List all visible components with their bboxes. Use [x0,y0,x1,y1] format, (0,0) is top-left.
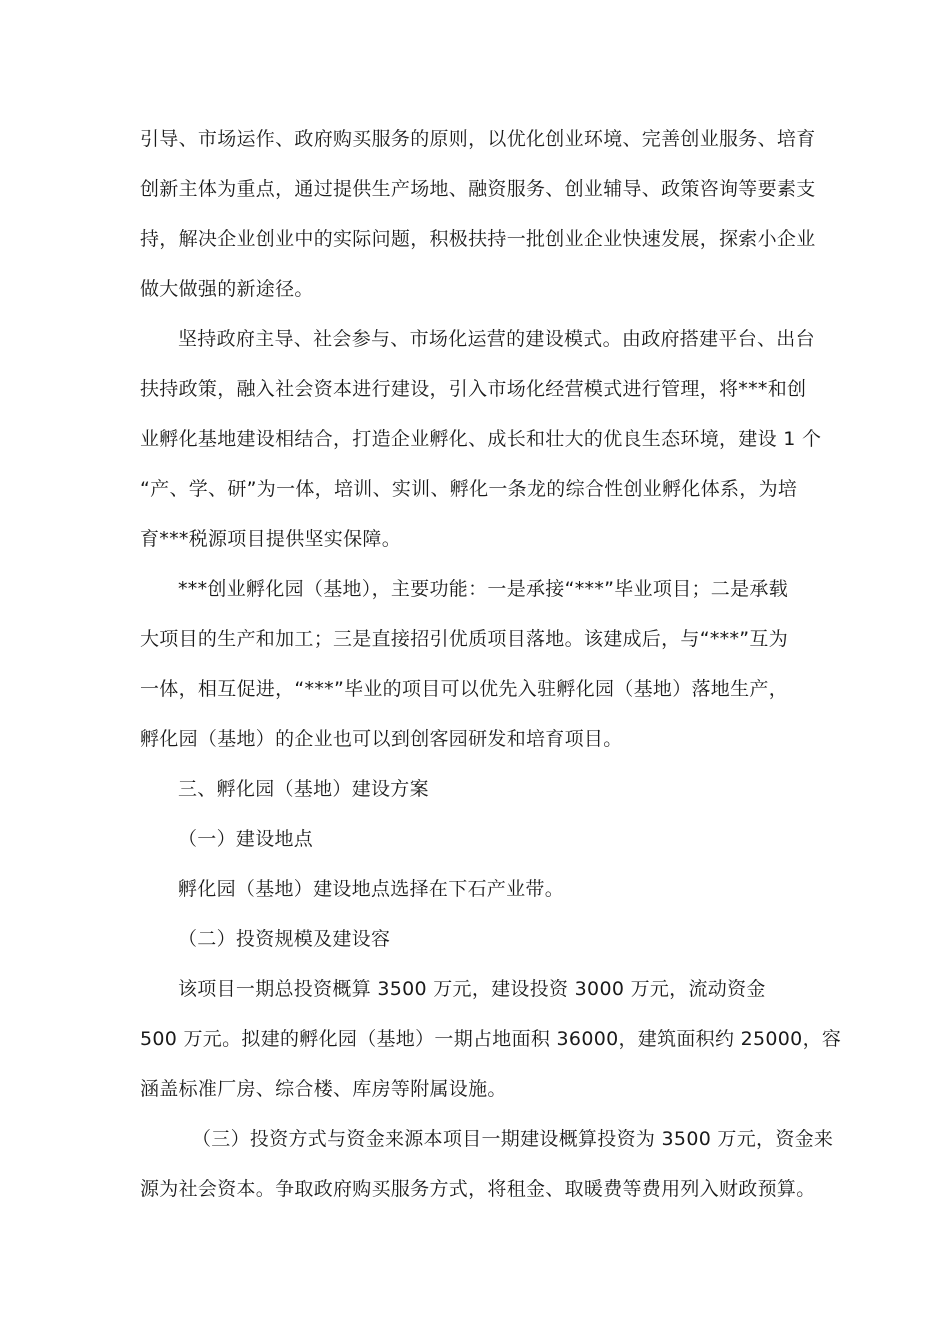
text-line: （三）投资方式与资金来源本项目一期建设概算投资为 3500 万元，资金来 [192,1128,834,1150]
subheading-location [140,814,830,864]
text-line: （二）投资规模及建设容 [178,928,391,950]
text-line: 源为社会资本。争取政府购买服务方式，将租金、取暖费等费用列入财政预算。 [140,1178,816,1200]
text-line: 一体，相互促进，“***”毕业的项目可以优先入驻孵化园（基地）落地生产， [140,678,788,700]
text-line: 持，解决企业创业中的实际问题，积极扶持一批创业企业快速发展，探索小企业 [140,228,816,250]
text-line: 坚持政府主导、社会参与、市场化运营的建设模式。由政府搭建平台、出台 [178,328,815,350]
text-line: 涵盖标准厂房、综合楼、库房等附属设施。 [140,1078,507,1100]
text-line: 创新主体为重点，通过提供生产场地、融资服务、创业辅导、政策咨询等要素支 [140,178,816,200]
paragraph-location [140,864,830,914]
text-line: （一）建设地点 [178,828,314,850]
paragraph-funding-source [140,1114,834,1214]
text-line: “产、学、研”为一体，培训、实训、孵化一条龙的综合性创业孵化体系，为培 [140,478,798,500]
text-line: 引导、市场运作、政府购买服务的原则，以优化创业环境、完善创业服务、培育 [140,128,816,150]
subheading-investment-scale [140,914,830,964]
paragraph-investment-scale [140,964,842,1114]
text-line: ***创业孵化园（基地），主要功能：一是承接“***”毕业项目；二是承载 [178,578,788,600]
text-line: 该项目一期总投资概算 3500 万元，建设投资 3000 万元，流动资金 [178,978,766,1000]
text-line: 扶持政策，融入社会资本进行建设，引入市场化经营模式进行管理，将***和创 [140,378,807,400]
text-line: 育***税源项目提供坚实保障。 [140,528,402,550]
text-line: 业孵化基地建设相结合，打造企业孵化、成长和壮大的优良生态环境，建设 1 个 [140,428,822,450]
text-line: 做大做强的新途径。 [140,278,314,300]
paragraph-main-functions [140,564,830,764]
text-line: 孵化园（基地）建设地点选择在下石产业带。 [178,878,565,900]
text-line: 三、孵化园（基地）建设方案 [178,778,429,800]
document-body [140,114,842,1214]
paragraph-principles [140,114,830,314]
section-heading-construction-plan [140,764,830,814]
text-line: 500 万元。拟建的孵化园（基地）一期占地面积 36000，建筑面积约 25000，容 [140,1028,842,1050]
paragraph-construction-model [140,314,830,564]
text-line: 大项目的生产和加工；三是直接招引优质项目落地。该建成后，与“***”互为 [140,628,788,650]
text-line: 孵化园（基地）的企业也可以到创客园研发和培育项目。 [140,728,623,750]
